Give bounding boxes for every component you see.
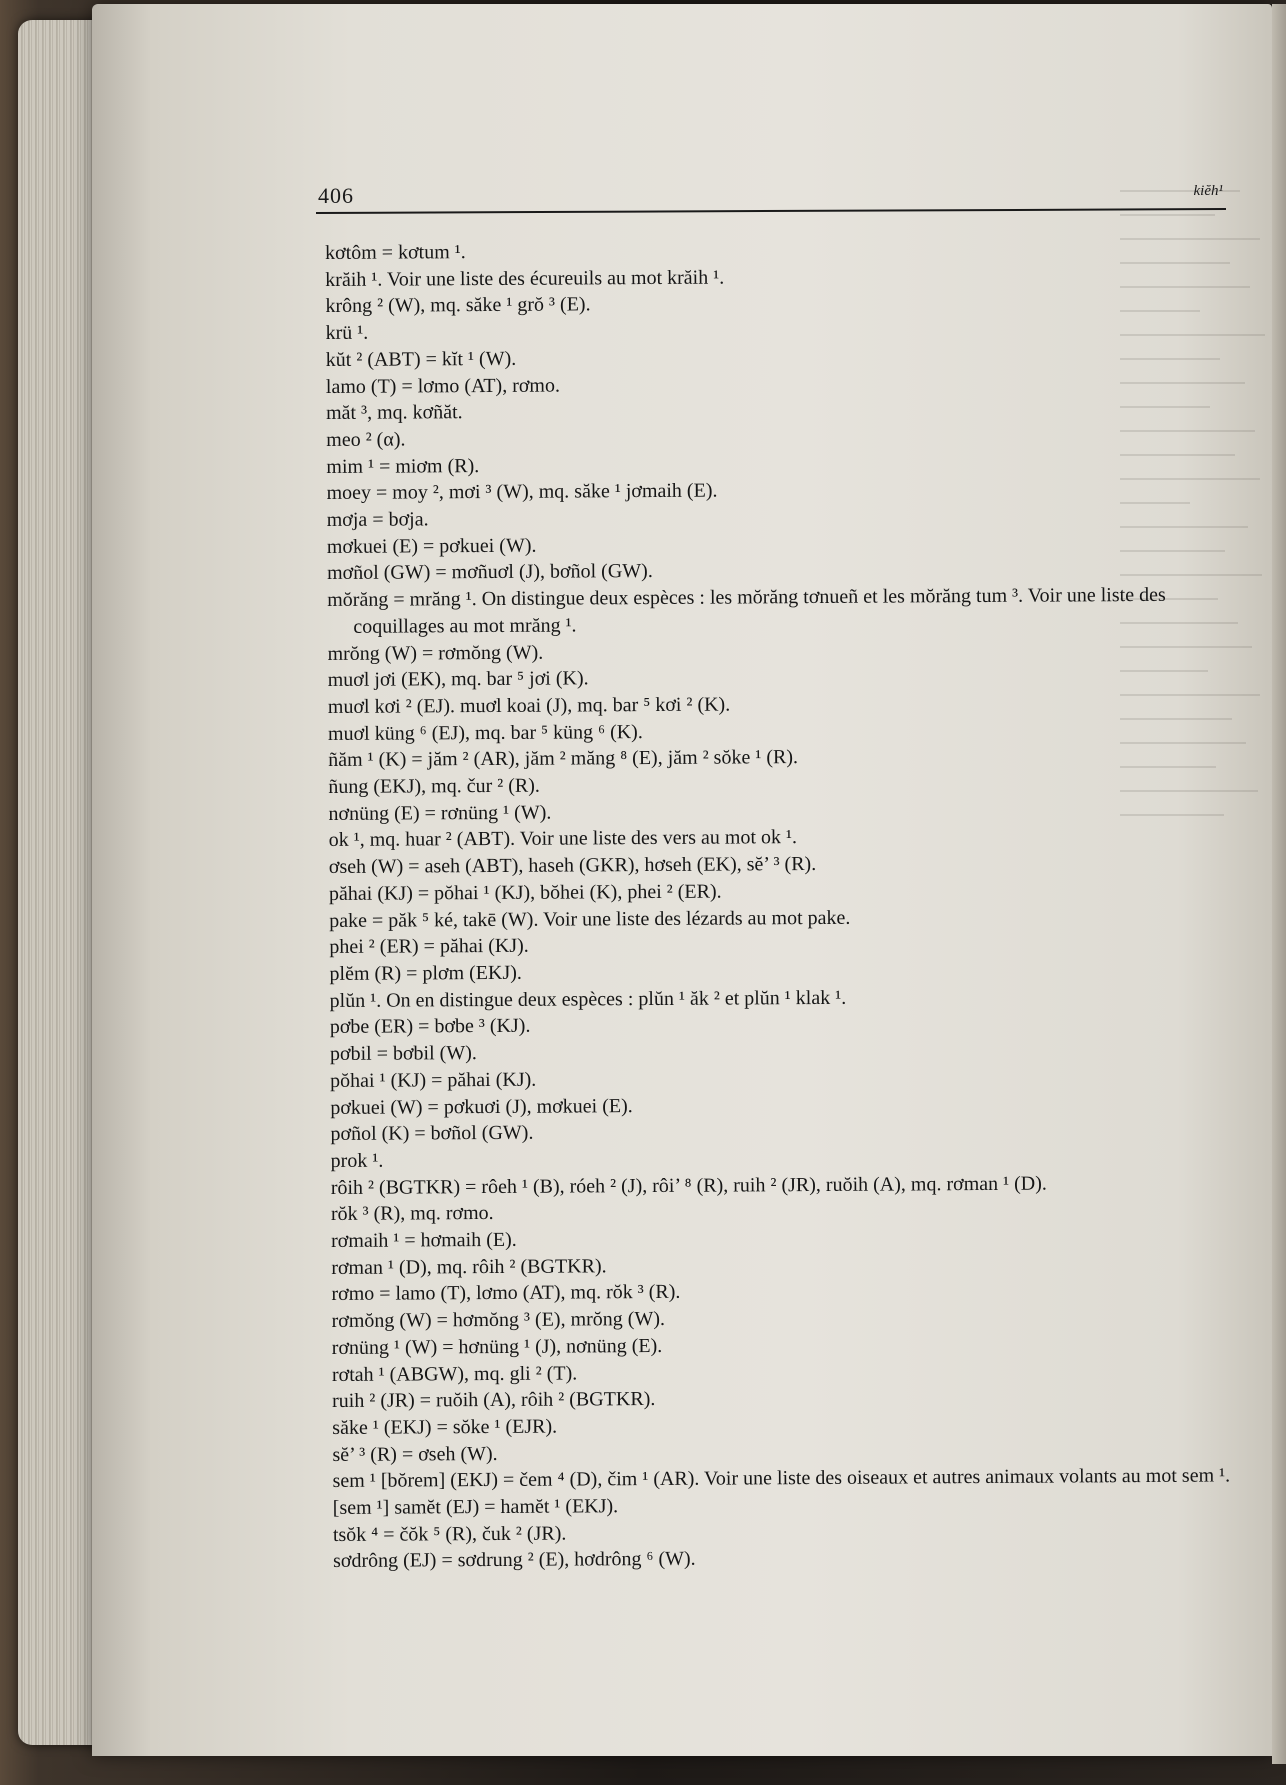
- dictionary-entry: pơbil = bơbil (W).: [329, 1042, 477, 1066]
- guide-word: kiĕh¹: [1193, 183, 1223, 199]
- dictionary-entry: pơñol (K) = bơñol (GW).: [330, 1121, 534, 1146]
- dictionary-entry: rơmŏng (W) = hơmŏng ³ (E), mrŏng (W).: [331, 1308, 666, 1333]
- dictionary-entry: phei ² (ER) = păhai (KJ).: [329, 935, 529, 959]
- dictionary-entry: lamo (T) = lơmo (AT), rơmo.: [325, 374, 561, 398]
- dictionary-entry: muơl küng ⁶ (EJ), mq. bar ⁵ küng ⁶ (K).: [327, 720, 643, 745]
- dictionary-entry: pơkuei (W) = pơkuơi (J), mơkuei (E).: [330, 1094, 633, 1119]
- dictionary-entry: krông ² (W), mq. săke ¹ grŏ ³ (E).: [325, 293, 591, 318]
- dictionary-entry: ok ¹, mq. huar ² (ABT). Voir une liste des vers au mot ok ¹.: [328, 826, 798, 852]
- dictionary-entry: ñung (EKJ), mq. čur ² (R).: [328, 774, 540, 799]
- dictionary-entry: mŏrăng = mrăng ¹. On distingue deux espèces : les mŏrăng tơnueñ et les mŏrăng tum ³. Voir une liste des coquillages au mot mrăng ¹.: [327, 584, 1166, 638]
- dictionary-entry: prok ¹.: [330, 1149, 384, 1172]
- dictionary-entry: kŭt ² (ABT) = kĭt ¹ (W).: [325, 347, 517, 371]
- dictionary-entry: sem ¹ [bŏrem] (EKJ) = čem ⁴ (D), čim ¹ (AR). Voir une liste des oiseaux et autres animaux volants au mot sem ¹.: [332, 1464, 1231, 1493]
- dictionary-entry: pake = păk ⁵ ké, takē (W). Voir une liste des lézards au mot pake.: [329, 906, 851, 932]
- dictionary-entries: [325, 234, 1243, 1575]
- dictionary-entry: săke ¹ (EKJ) = sŏke ¹ (EJR).: [332, 1415, 558, 1439]
- dictionary-entry: meo ² (α).: [326, 428, 406, 451]
- dictionary-entry: rŏk ³ (R), mq. rơmo.: [330, 1202, 494, 1226]
- dictionary-entry: kơtôm = kơtum ¹.: [325, 241, 466, 264]
- dictionary-entry: mơkuei (E) = pơkuei (W).: [326, 534, 537, 558]
- dictionary-entry: [sem ¹] samĕt (EJ) = hamĕt ¹ (EKJ).: [332, 1495, 619, 1520]
- dictionary-entry: krăih ¹. Voir une liste des écureuils au mot krăih ¹.: [325, 266, 725, 291]
- dictionary-entry: rôih ² (BGTKR) = rôeh ¹ (B), róeh ² (J), rôi’ ⁸ (R), ruih ² (JR), ruŏih (A), mq. rơman ¹ (D).: [330, 1172, 1047, 1199]
- dictionary-entry: moey = moy ², mơi ³ (W), mq. săke ¹ jơmaih (E).: [326, 479, 718, 505]
- page-number: 406: [318, 183, 354, 208]
- dictionary-entry: tsŏk ⁴ = čŏk ⁵ (R), čuk ² (JR).: [332, 1522, 567, 1546]
- dictionary-entry: ơseh (W) = aseh (ABT), haseh (GKR), hơseh (EK), sĕ’ ³ (R).: [328, 853, 817, 879]
- dictionary-entry: rơtah ¹ (ABGW), mq. gli ² (T).: [331, 1362, 578, 1386]
- dictionary-entry: muơl kơi ² (EJ). muơl koai (J), mq. bar ⁵ kơi ² (K).: [327, 693, 731, 718]
- dictionary-entry: muơl jơi (EK), mq. bar ⁵ jơi (K).: [327, 667, 589, 692]
- dictionary-entry: rơmo = lamo (T), lơmo (AT), mq. rŏk ³ (R).: [331, 1281, 681, 1306]
- dictionary-entry: plĕm (R) = plơm (EKJ).: [329, 961, 522, 985]
- dictionary-entry: mơja = bơja.: [326, 508, 429, 532]
- dictionary-entry: sĕ’ ³ (R) = ơseh (W).: [332, 1442, 498, 1466]
- dictionary-entry: rơman ¹ (D), mq. rôih ² (BGTKR).: [331, 1255, 607, 1279]
- dictionary-entry: ñăm ¹ (K) = jăm ² (AR), jăm ² măng ⁸ (E), jăm ² sŏke ¹ (R).: [328, 746, 799, 772]
- dictionary-entry: mim ¹ = miơm (R).: [326, 454, 480, 478]
- dictionary-entry: krü ¹.: [325, 321, 369, 345]
- dictionary-entry: rơmaih ¹ = hơmaih (E).: [331, 1228, 517, 1252]
- dictionary-entry: păhai (KJ) = pŏhai ¹ (KJ), bŏhei (K), phei ² (ER).: [328, 880, 722, 905]
- dictionary-entry: rơnüng ¹ (W) = hơnüng ¹ (J), nơnüng (E).: [331, 1334, 663, 1359]
- dictionary-entry: plŭn ¹. On en distingue deux espèces : plŭn ¹ ăk ² et plŭn ¹ klak ¹.: [329, 986, 847, 1012]
- dictionary-entry: nơnüng (E) = rơnüng ¹ (W).: [328, 801, 552, 825]
- dictionary-entry: măt ³, mq. kơñăt.: [325, 401, 463, 425]
- dictionary-entry: sơdrông (EJ) = sơdrung ² (E), hơdrông ⁶ (W).: [333, 1548, 696, 1573]
- dictionary-entry: pŏhai ¹ (KJ) = păhai (KJ).: [330, 1068, 537, 1092]
- dictionary-entry: ruih ² (JR) = ruŏih (A), rôih ² (BGTKR).: [332, 1388, 656, 1413]
- dictionary-entry: mơñol (GW) = mơñuơl (J), bơñol (GW).: [326, 560, 653, 585]
- dictionary-entry: mrŏng (W) = rơmŏng (W).: [327, 641, 544, 665]
- dictionary-entry: pơbe (ER) = bơbe ³ (KJ).: [329, 1015, 531, 1039]
